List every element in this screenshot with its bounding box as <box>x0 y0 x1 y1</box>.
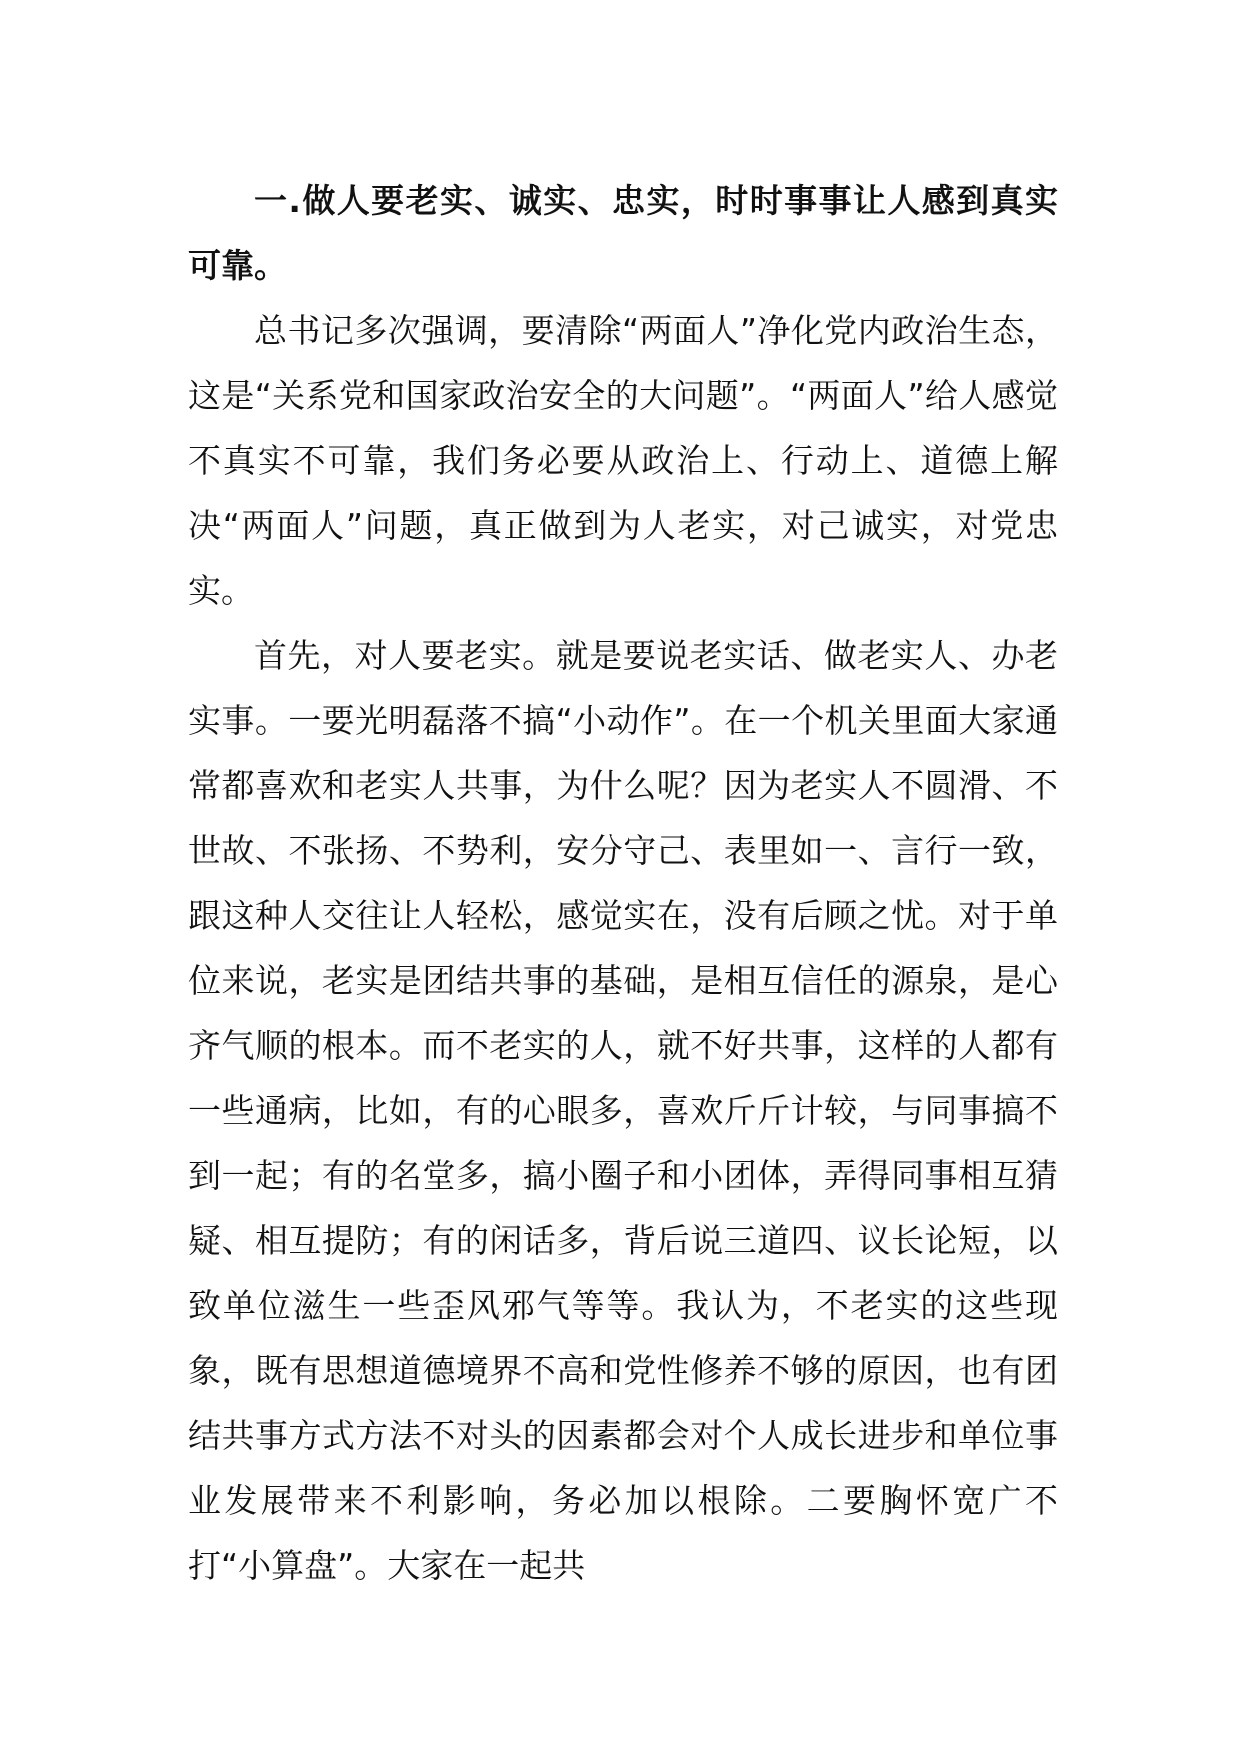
paragraph: 总书记多次强调，要清除“两面人”净化党内政治生态，这是“关系党和国家政治安全的大问题”。“两面人”给人感觉不真实不可靠，我们务必要从政治上、行动上、道德上解决“两面人”问题，真正做到为人老实，对己诚实，对党忠实。 <box>188 311 1058 610</box>
section-heading: 一.做人要老实、诚实、忠实，时时事事让人感到真实可靠。 <box>188 181 1058 285</box>
document-body <box>188 168 1058 1598</box>
paragraph: 首先，对人要老实。就是要说老实话、做老实人、办老实事。一要光明磊落不搞“小动作”。在一个机关里面大家通常都喜欢和老实人共事，为什么呢？因为老实人不圆滑、不世故、不张扬、不势利，安分守己、表里如一、言行一致，跟这种人交往让人轻松，感觉实在，没有后顾之忧。对于单位来说，老实是团结共事的基础，是相互信任的源泉，是心齐气顺的根本。而不老实的人，就不好共事，这样的人都有一些通病，比如，有的心眼多，喜欢斤斤计较，与同事搞不到一起；有的名堂多，搞小圈子和小团体，弄得同事相互猜疑、相互提防；有的闲话多，背后说三道四、议长论短，以致单位滋生一些歪风邪气等等。我认为，不老实的这些现象，既有思想道德境界不高和党性修养不够的原因，也有团结共事方式方法不对头的因素都会对个人成长进步和单位事业发展带来不利影响，务必加以根除。二要胸怀宽广不打“小算盘”。大家在一起共 <box>188 636 1058 1585</box>
